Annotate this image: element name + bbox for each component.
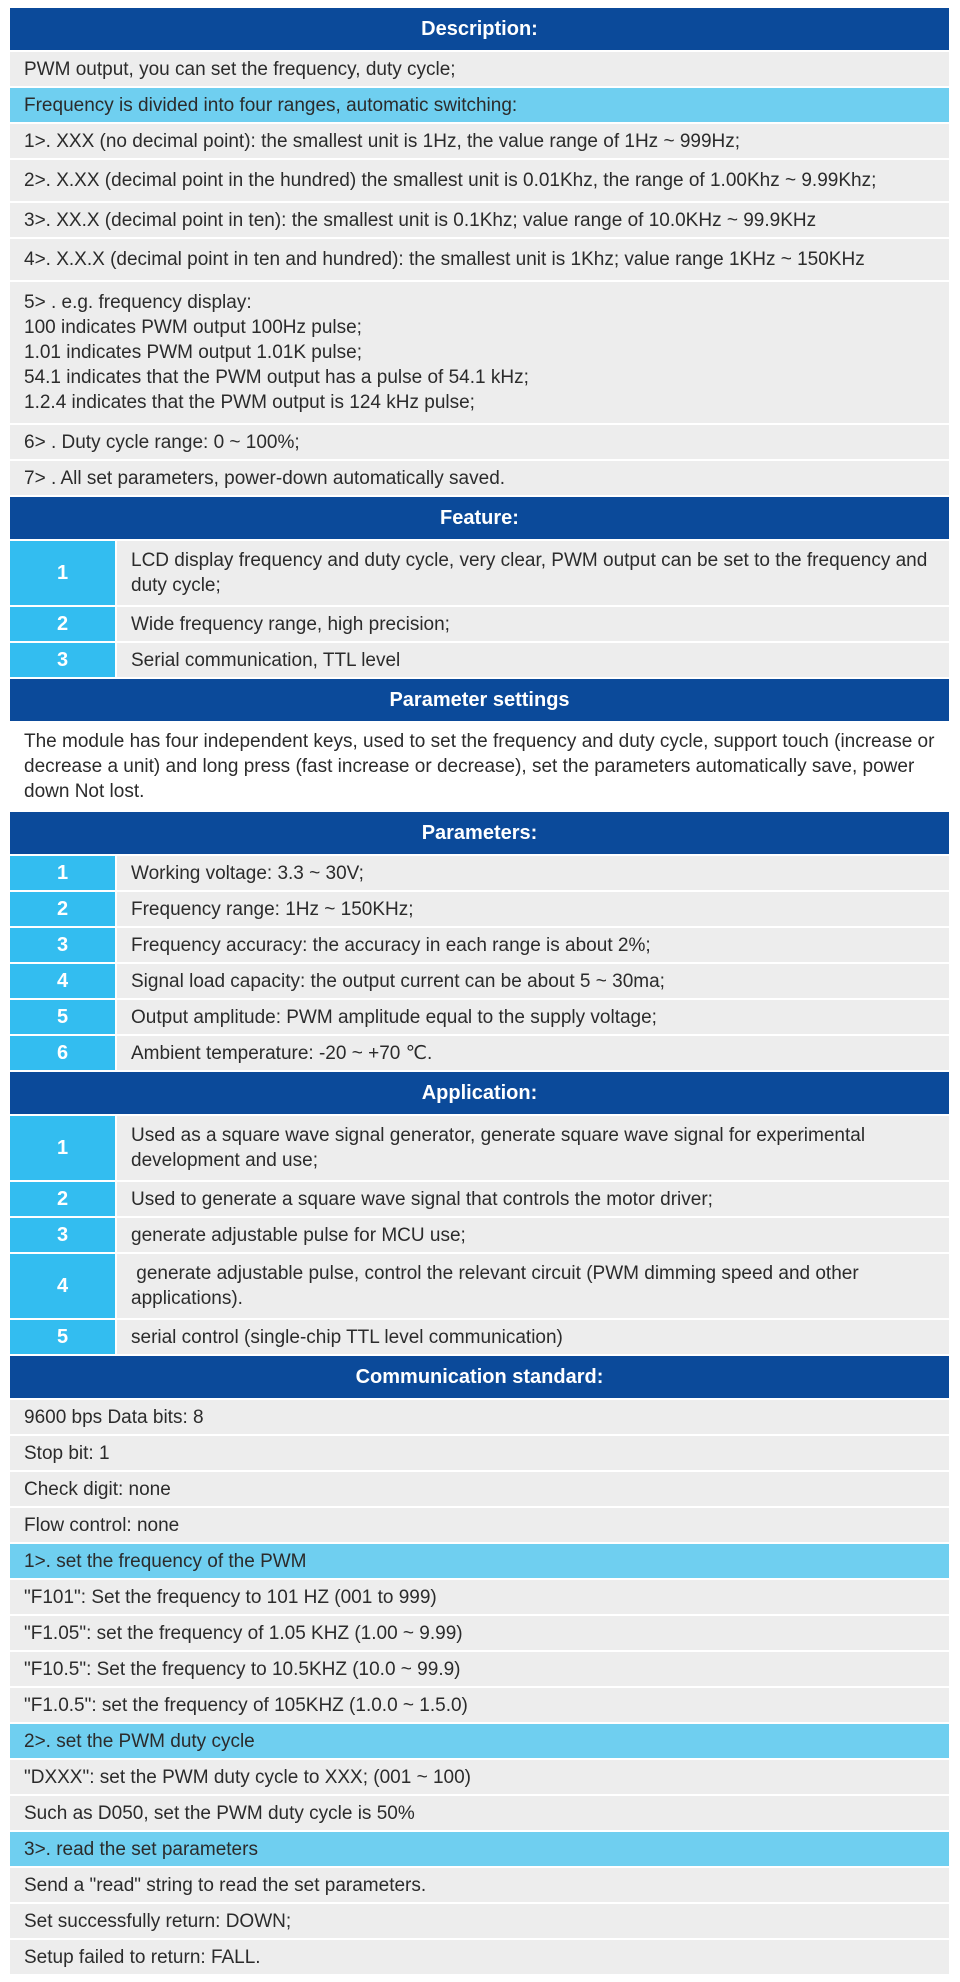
- range-3: 3>. XX.X (decimal point in ten): the smallest unit is 0.1Khz; value range of 10.0KHz ~ 99.9KHz: [10, 203, 949, 237]
- feature-number: 3: [10, 643, 115, 677]
- application-row: [10, 1254, 949, 1318]
- feature-text: Serial communication, TTL level: [117, 643, 949, 677]
- parameter-row: [10, 964, 949, 998]
- application-text: Used to generate a square wave signal that controls the motor driver;: [117, 1182, 949, 1216]
- parameter-row: [10, 892, 949, 926]
- parameter-text: Frequency accuracy: the accuracy in each range is about 2%;: [117, 928, 949, 962]
- set-frequency-line: "F1.05": set the frequency of 1.05 KHZ (1.00 ~ 9.99): [10, 1616, 949, 1650]
- range-4: 4>. X.X.X (decimal point in ten and hundred): the smallest unit is 1Khz; value range 1KHz ~ 150KHz: [10, 239, 949, 280]
- application-header: Application:: [10, 1072, 949, 1114]
- application-row: [10, 1116, 949, 1180]
- read-params-line: Send a "read" string to read the set parameters.: [10, 1868, 949, 1902]
- application-number: 2: [10, 1182, 115, 1216]
- parameter-number: 2: [10, 892, 115, 926]
- range-2: 2>. X.XX (decimal point in the hundred) the smallest unit is 0.01Khz, the range of 1.00Khz ~ 9.99Khz;: [10, 160, 949, 201]
- comm-flow-control: Flow control: none: [10, 1508, 949, 1542]
- parameter-text: Ambient temperature: -20 ~ +70 ℃.: [117, 1036, 949, 1070]
- set-frequency-line: "F1.0.5": set the frequency of 105KHZ (1.0.0 ~ 1.5.0): [10, 1688, 949, 1722]
- application-text: generate adjustable pulse, control the relevant circuit (PWM dimming speed and other applications).: [117, 1254, 949, 1318]
- parameters-header: Parameters:: [10, 812, 949, 854]
- ranges-heading: Frequency is divided into four ranges, automatic switching:: [10, 88, 949, 122]
- application-text: serial control (single-chip TTL level communication): [117, 1320, 949, 1354]
- set-frequency-line: "F10.5": Set the frequency to 10.5KHZ (10.0 ~ 99.9): [10, 1652, 949, 1686]
- parameter-number: 1: [10, 856, 115, 890]
- comm-check-digit: Check digit: none: [10, 1472, 949, 1506]
- application-number: 4: [10, 1254, 115, 1318]
- display-examples-line: 100 indicates PWM output 100Hz pulse;: [24, 317, 362, 338]
- feature-row: [10, 643, 949, 677]
- parameter-text: Working voltage: 3.3 ~ 30V;: [117, 856, 949, 890]
- parameter-number: 6: [10, 1036, 115, 1070]
- application-number: 3: [10, 1218, 115, 1252]
- application-row: [10, 1218, 949, 1252]
- parameter-text: Output amplitude: PWM amplitude equal to the supply voltage;: [117, 1000, 949, 1034]
- read-params-heading: 3>. read the set parameters: [10, 1832, 949, 1866]
- parameter-number: 5: [10, 1000, 115, 1034]
- description-intro: PWM output, you can set the frequency, duty cycle;: [10, 52, 949, 86]
- display-examples-line: 1.2.4 indicates that the PWM output is 124 kHz pulse;: [24, 392, 475, 413]
- parameter-row: [10, 1036, 949, 1070]
- parameter-settings-header: Parameter settings: [10, 679, 949, 721]
- read-params-line: Set successfully return: DOWN;: [10, 1904, 949, 1938]
- parameter-text: Frequency range: 1Hz ~ 150KHz;: [117, 892, 949, 926]
- application-text: Used as a square wave signal generator, generate square wave signal for experimental development and use;: [117, 1116, 949, 1180]
- communication-header: Communication standard:: [10, 1356, 949, 1398]
- feature-number: 2: [10, 607, 115, 641]
- description-header: Description:: [10, 8, 949, 50]
- set-frequency-line: "F101": Set the frequency to 101 HZ (001 to 999): [10, 1580, 949, 1614]
- range-1: 1>. XXX (no decimal point): the smallest unit is 1Hz, the value range of 1Hz ~ 999Hz;: [10, 124, 949, 158]
- parameter-row: [10, 856, 949, 890]
- comm-stop-bit: Stop bit: 1: [10, 1436, 949, 1470]
- application-row: [10, 1320, 949, 1354]
- display-examples: [10, 282, 949, 423]
- feature-text: LCD display frequency and duty cycle, very clear, PWM output can be set to the frequency and duty cycle;: [117, 541, 949, 605]
- set-duty-line: "DXXX": set the PWM duty cycle to XXX; (001 ~ 100): [10, 1760, 949, 1794]
- feature-row: [10, 541, 949, 605]
- parameter-number: 3: [10, 928, 115, 962]
- parameter-row: [10, 928, 949, 962]
- feature-text: Wide frequency range, high precision;: [117, 607, 949, 641]
- display-examples-line: 1.01 indicates PWM output 1.01K pulse;: [24, 342, 362, 363]
- auto-save-note: 7> . All set parameters, power-down automatically saved.: [10, 461, 949, 495]
- parameter-settings-text: The module has four independent keys, used to set the frequency and duty cycle, support touch (increase or decrease a unit) and long press (fast increase or decrease), set the parameters automatically save, power down Not lost.: [10, 723, 949, 810]
- application-number: 1: [10, 1116, 115, 1180]
- duty-range: 6> . Duty cycle range: 0 ~ 100%;: [10, 425, 949, 459]
- feature-row: [10, 607, 949, 641]
- display-examples-line: 54.1 indicates that the PWM output has a pulse of 54.1 kHz;: [24, 367, 529, 388]
- spec-sheet: [10, 8, 949, 1976]
- feature-number: 1: [10, 541, 115, 605]
- comm-baud: 9600 bps Data bits: 8: [10, 1400, 949, 1434]
- read-params-line: Setup failed to return: FALL.: [10, 1940, 949, 1974]
- application-text: generate adjustable pulse for MCU use;: [117, 1218, 949, 1252]
- feature-header: Feature:: [10, 497, 949, 539]
- display-examples-line: 5> . e.g. frequency display:: [24, 292, 252, 313]
- parameter-row: [10, 1000, 949, 1034]
- parameter-number: 4: [10, 964, 115, 998]
- set-duty-heading: 2>. set the PWM duty cycle: [10, 1724, 949, 1758]
- set-frequency-heading: 1>. set the frequency of the PWM: [10, 1544, 949, 1578]
- set-duty-line: Such as D050, set the PWM duty cycle is 50%: [10, 1796, 949, 1830]
- parameter-text: Signal load capacity: the output current can be about 5 ~ 30ma;: [117, 964, 949, 998]
- application-row: [10, 1182, 949, 1216]
- application-number: 5: [10, 1320, 115, 1354]
